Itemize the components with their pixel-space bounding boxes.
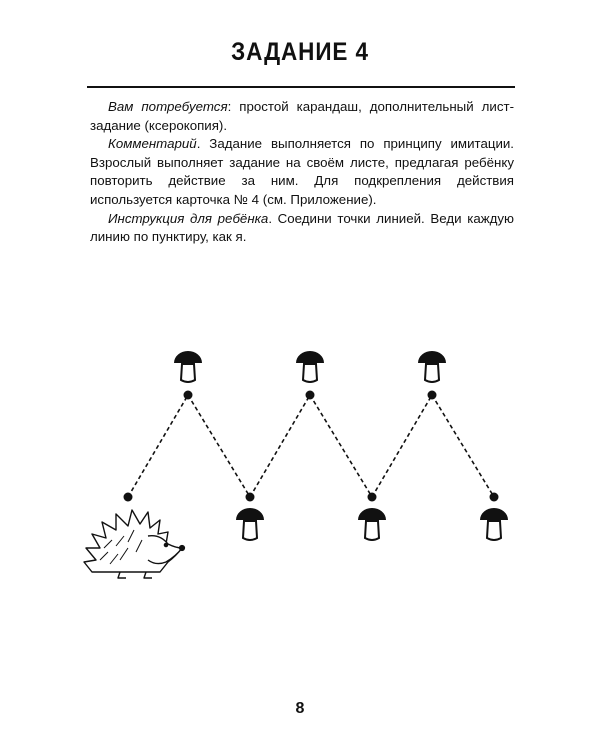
- comment-label: Комментарий: [108, 136, 197, 152]
- dot-top-2: [306, 391, 315, 400]
- task-description: [90, 98, 514, 247]
- mushroom-icon: [480, 508, 508, 540]
- dot-top-3: [428, 391, 437, 400]
- dot-top-1: [184, 391, 193, 400]
- dashed-line-5: [372, 395, 432, 497]
- instruction-label: Инструкция для ребёнка: [108, 210, 269, 226]
- mushroom-icon: [174, 351, 202, 382]
- page-number: 8: [295, 700, 305, 717]
- materials-label: Вам потребуется: [108, 99, 228, 114]
- dashed-line-4: [310, 395, 372, 497]
- dashed-line-6: [432, 395, 494, 497]
- mushroom-icon: [418, 351, 446, 382]
- comment-paragraph: [90, 135, 514, 209]
- instruction-paragraph: [90, 210, 514, 247]
- hedgehog-icon: [84, 510, 184, 578]
- dashed-line-1: [128, 395, 188, 497]
- dot-bottom-4: [490, 493, 499, 502]
- mushroom-icon: [358, 508, 386, 540]
- dot-bottom-3: [368, 493, 377, 502]
- dot-bottom-1: [124, 493, 133, 502]
- mushroom-icon: [236, 508, 264, 540]
- page-title: ЗАДАНИЕ 4: [231, 38, 369, 66]
- dashed-line-3: [250, 395, 310, 497]
- dot-connect-worksheet: [0, 330, 600, 590]
- materials-paragraph: [90, 98, 514, 135]
- title-underline: [87, 86, 515, 88]
- comment-text: . Задание выполняется по принципу имитации. Взрослый выполняет задание на своём листе, предлагая ребёнку повторить действие за ним. Для подкрепления действия используется карточка № 4 (см. Приложение).: [90, 136, 514, 207]
- dot-bottom-2: [246, 493, 255, 502]
- dashed-line-2: [188, 395, 250, 497]
- dashed-zigzag-path: [128, 395, 494, 497]
- mushroom-icon: [296, 351, 324, 382]
- materials-text: : простой карандаш, дополнительный лист-задание (ксерокопия).: [90, 99, 514, 133]
- instruction-text: . Соедини точки линией. Веди каждую линию по пунктиру, как я.: [90, 210, 514, 245]
